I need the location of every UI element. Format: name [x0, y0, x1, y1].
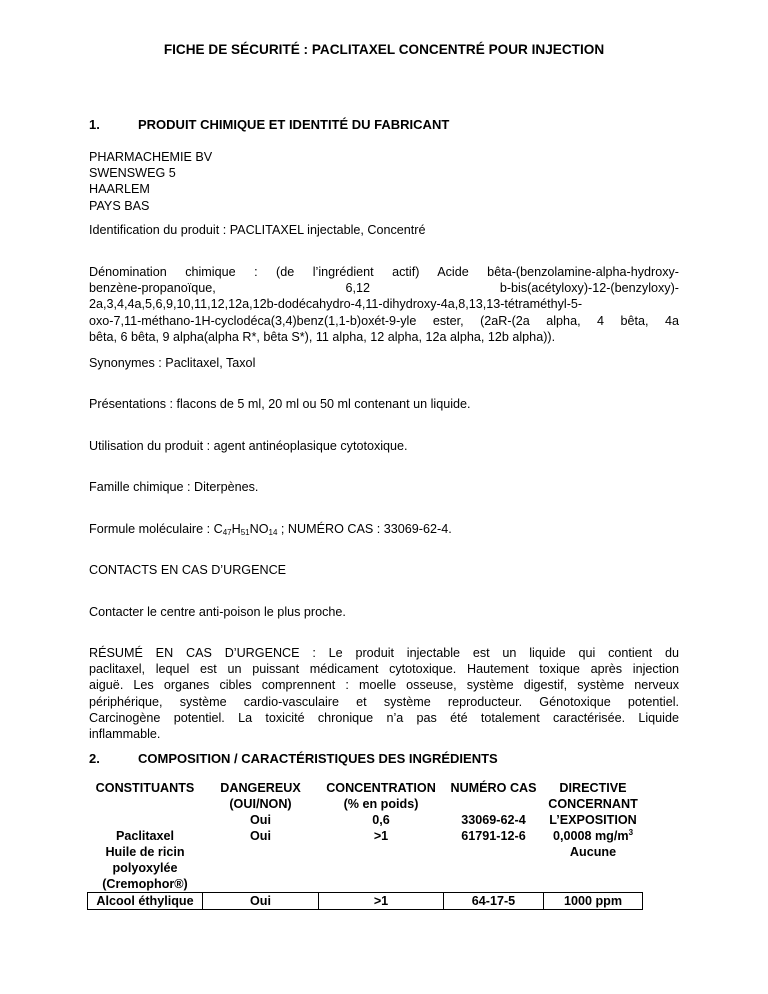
header-dangereux: [203, 780, 319, 812]
section-title: COMPOSITION / CARACTÉRISTIQUES DES INGRÉDIENTS: [138, 751, 498, 766]
constituant-name: Paclitaxel: [115, 829, 175, 843]
summary-line: inflammable.: [89, 727, 161, 742]
concentration-value: 0,6: [372, 813, 390, 827]
concentration-value: >1: [373, 894, 389, 908]
chemical-name-line: Dénomination chimique : (de l’ingrédient actif) Acide bêta-(benzolamine-alpha-hydroxy-: [89, 265, 679, 279]
constituant-name: Huile de ricin: [105, 845, 185, 859]
molecular-formula: [89, 521, 679, 537]
address-line: PHARMACHEMIE BV: [89, 150, 213, 164]
exposure-text: 0,0008 mg/m: [552, 829, 629, 843]
exposure-value: Aucune: [569, 845, 617, 859]
cas-value: 61791-12-6: [461, 829, 526, 843]
chemical-name: [89, 264, 679, 345]
composition-table: [87, 780, 643, 910]
summary-line: RÉSUMÉ EN CAS D’URGENCE : Le produit injectable est un liquide qui contient du: [89, 646, 679, 660]
header-label: L’EXPOSITION: [549, 813, 637, 827]
formula-symbol: C: [213, 522, 223, 536]
dangerous-value: Oui: [250, 813, 271, 827]
product-identification: Identification du produit : PACLITAXEL injectable, Concentré: [89, 223, 426, 237]
formula-subscript: 14: [268, 528, 278, 537]
table-header-row: [88, 780, 643, 812]
emergency-contacts-heading: CONTACTS EN CAS D’URGENCE: [89, 563, 287, 577]
section-number: 1.: [89, 117, 100, 132]
header-label: (OUI/NON): [229, 797, 292, 811]
presentations: Présentations : flacons de 5 ml, 20 ml ou 50 ml contenant un liquide.: [89, 397, 471, 411]
dangerous-cell: [203, 893, 319, 910]
product-usage: Utilisation du produit : agent antinéoplasique cytotoxique.: [89, 439, 408, 453]
header-label: CONSTITUANTS: [95, 781, 195, 795]
summary-line: périphérique, système cardio-vasculaire et système reproducteur. Génotoxique potentiel.: [89, 694, 679, 709]
manufacturer-address: [89, 149, 679, 214]
summary-line: aiguë. Les organes cibles comprennent : moelle osseuse, système digestif, système nerveux: [89, 678, 679, 693]
cas-cell: [444, 812, 544, 893]
table-row: [88, 893, 643, 910]
chemical-name-line: oxo-7,11-méthano-1H-cyclodéca(3,4)benz(1,1-b)oxét-9-yle ester, (2aR-(2a alpha, 4 bêta, 4a: [89, 313, 679, 328]
contact-instruction: Contacter le centre anti-poison le plus proche.: [89, 605, 346, 619]
chemical-name-line: 2a,3,4,4a,5,6,9,10,11,12,12a,12b-dodécahydro-4,11-dihydroxy-4a,8,13,13-tétraméthyl-5-: [89, 297, 583, 312]
constituant-name: Alcool éthylique: [96, 894, 194, 908]
emergency-summary: [89, 645, 679, 742]
header-directive: [544, 780, 643, 893]
header-concentration: [319, 780, 444, 812]
cas-number: ; NUMÉRO CAS : 33069-62-4.: [277, 522, 452, 536]
constituant-name: polyoxylée: [112, 861, 178, 875]
header-label: NUMÉRO CAS: [450, 781, 537, 795]
exposure-value: 1000 ppm: [563, 894, 623, 908]
chemical-family: Famille chimique : Diterpènes.: [89, 480, 259, 494]
address-line: PAYS BAS: [89, 198, 150, 213]
header-cas: [444, 780, 544, 812]
formula-subscript: 47: [222, 528, 232, 537]
cas-value: 64-17-5: [471, 894, 516, 908]
constituant-name: (Cremophor®): [102, 877, 188, 891]
concentration-value: >1: [373, 829, 389, 843]
exposure-value: [546, 828, 641, 844]
cas-value: 33069-62-4: [461, 813, 526, 827]
document-title: FICHE DE SÉCURITÉ : PACLITAXEL CONCENTRÉ POUR INJECTION: [163, 42, 605, 57]
header-label: CONCENTRATION: [326, 781, 436, 795]
section-number: 2.: [89, 751, 100, 766]
dangerous-value: Oui: [250, 829, 271, 843]
address-line: SWENSWEG 5: [89, 166, 176, 181]
exposure-superscript: 3: [628, 828, 634, 837]
header-label: DANGEREUX: [220, 781, 301, 795]
formula-label: Formule moléculaire :: [89, 522, 214, 536]
concentration-cell: [319, 893, 444, 910]
summary-line: Carcinogène potentiel. La toxicité chronique n’a pas été totalement caractérisée. Liquide: [89, 710, 679, 725]
exposure-cell: [544, 893, 643, 910]
dangerous-cell: [203, 812, 319, 893]
summary-line: paclitaxel, lequel est un puissant médicament cytotoxique. Hautement toxique après injection: [89, 662, 679, 677]
synonyms: Synonymes : Paclitaxel, Taxol: [89, 356, 256, 370]
chemical-name-line: bêta, 6 bêta, 9 alpha(alpha R*, bêta S*), 11 alpha, 12 alpha, 12a alpha, 12b alpha)).: [89, 329, 556, 344]
header-constituants: [88, 780, 203, 812]
address-line: HAARLEM: [89, 182, 150, 197]
constituant-cell: [88, 893, 203, 910]
chemical-name-line: benzène-propanoïque, 6,12 b-bis(acétyloxy)-12-(benzyloxy)-: [89, 281, 679, 296]
header-label: (% en poids): [343, 797, 419, 811]
cas-cell: [444, 893, 544, 910]
constituant-cell: [88, 812, 203, 893]
formula-symbol: NO: [249, 522, 269, 536]
header-label: CONCERNANT: [548, 797, 638, 811]
header-label: DIRECTIVE: [559, 781, 627, 795]
formula-subscript: 51: [240, 528, 250, 537]
concentration-cell: [319, 812, 444, 893]
formula-symbol: H: [231, 522, 241, 536]
section-title: PRODUIT CHIMIQUE ET IDENTITÉ DU FABRICANT: [138, 117, 450, 132]
dangerous-value: Oui: [250, 894, 271, 908]
